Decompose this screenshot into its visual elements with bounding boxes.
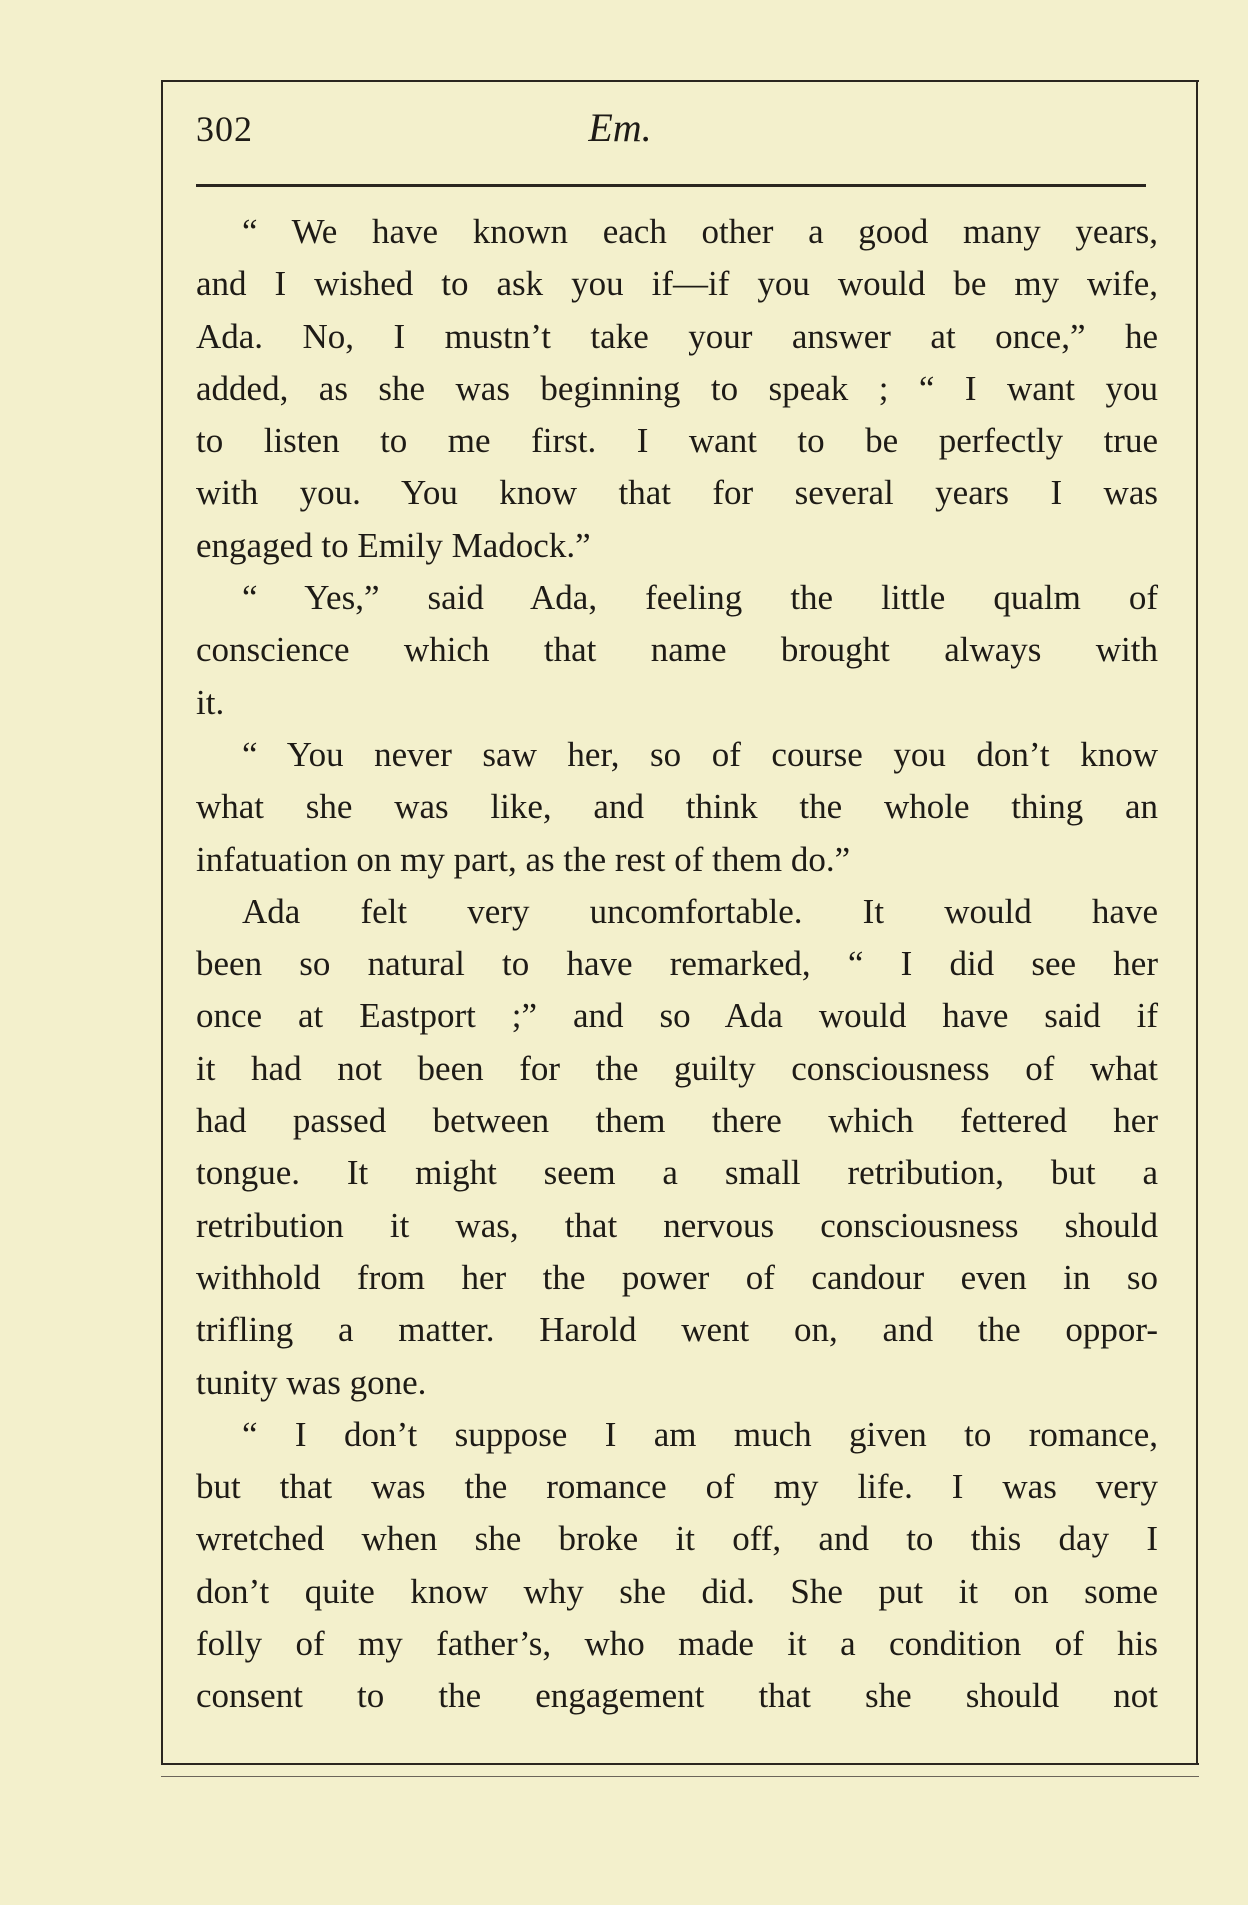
text-line: Ada. No, I mustn’t take your answer at once,” he	[196, 316, 1158, 356]
page-number: 302	[196, 109, 253, 149]
text-line: “ You never saw her, so of course you don’t know	[242, 734, 1158, 774]
text-line: “ We have known each other a good many years,	[242, 212, 1158, 251]
text-line: wretched when she broke it off, and to this day I	[196, 1519, 1158, 1559]
text-line: consent to the engagement that she should not	[196, 1676, 1158, 1716]
text-line: added, as she was beginning to speak ; “ I want you	[196, 368, 1158, 408]
text-line: been so natural to have remarked, “ I did see her	[196, 944, 1158, 984]
text-line: it.	[196, 682, 225, 722]
body-text	[196, 206, 1158, 1723]
text-line: tunity was gone.	[196, 1362, 427, 1402]
frame-bottom-secondary-rule	[161, 1776, 1199, 1777]
frame-bottom-rule	[161, 1763, 1199, 1765]
text-line: Ada felt very uncomfortable. It would have	[242, 891, 1158, 931]
text-line: “ I don’t suppose I am much given to romance,	[242, 1414, 1158, 1454]
text-line: to listen to me first. I want to be perfectly true	[196, 421, 1158, 461]
text-line: had passed between them there which fettered her	[196, 1101, 1158, 1141]
text-line: trifling a matter. Harold went on, and the oppor-	[196, 1310, 1158, 1350]
text-line: it had not been for the guilty consciousness of what	[196, 1048, 1158, 1088]
frame-right-rule	[1196, 80, 1198, 1765]
text-line: infatuation on my part, as the rest of them do.”	[196, 839, 851, 879]
text-line: engaged to Emily Madock.”	[196, 525, 591, 565]
text-line: with you. You know that for several years I was	[196, 473, 1158, 513]
frame-left-rule	[161, 80, 163, 1765]
text-line: but that was the romance of my life. I was very	[196, 1467, 1158, 1507]
text-line: what she was like, and think the whole thing an	[196, 787, 1158, 827]
text-line: withhold from her the power of candour even in so	[196, 1257, 1158, 1297]
text-line: folly of my father’s, who made it a condition of his	[196, 1624, 1158, 1664]
text-line: tongue. It might seem a small retribution, but a	[196, 1153, 1158, 1193]
text-line: don’t quite know why she did. She put it on some	[196, 1571, 1158, 1611]
text-line: retribution it was, that nervous consciousness should	[196, 1205, 1158, 1245]
text-line: once at Eastport ;” and so Ada would have said if	[196, 996, 1158, 1036]
header-rule	[196, 184, 1146, 187]
running-title: Em.	[588, 105, 652, 150]
frame-top-rule	[161, 80, 1199, 82]
text-line: conscience which that name brought always with	[196, 630, 1158, 670]
text-line: and I wished to ask you if—if you would be my wife,	[196, 264, 1158, 304]
text-line: “ Yes,” said Ada, feeling the little qualm of	[242, 578, 1158, 618]
